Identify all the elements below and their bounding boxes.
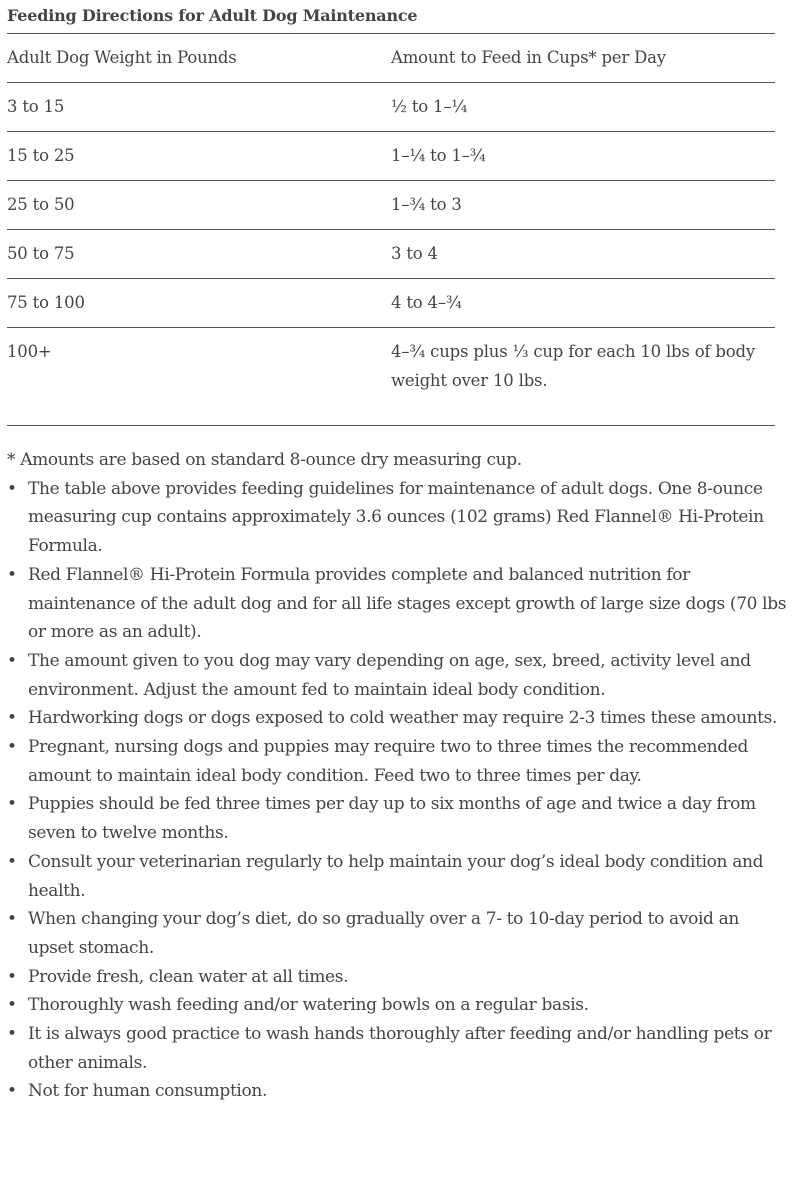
table-row-weight: 25 to 50 xyxy=(7,195,75,214)
divider xyxy=(7,82,775,83)
list-item: • The amount given to you dog may vary depending on age, sex, breed, activity level and environment. Adjust the amount fed to maintain ideal body condition. xyxy=(7,647,787,704)
list-item: • It is always good practice to wash hands thoroughly after feeding and/or handling pets or other animals. xyxy=(7,1020,787,1077)
table-row-weight: 15 to 25 xyxy=(7,146,75,165)
list-item: • Pregnant, nursing dogs and puppies may require two to three times the recommended amount to maintain ideal body condition. Feed two to three times per day. xyxy=(7,733,787,790)
divider xyxy=(7,131,775,132)
document-title: Feeding Directions for Adult Dog Maintenance xyxy=(7,6,418,25)
bullet-icon: • xyxy=(7,564,17,585)
table-row-amount: 1–¾ to 3 xyxy=(391,195,462,214)
divider xyxy=(7,278,775,279)
divider xyxy=(7,33,775,34)
table-row-weight: 100+ xyxy=(7,342,52,361)
bullet-icon: • xyxy=(7,650,17,671)
table-row-amount: 1–¼ to 1–¾ xyxy=(391,146,486,165)
divider xyxy=(7,229,775,230)
bullet-icon: • xyxy=(7,995,17,1016)
list-item: • Puppies should be fed three times per day up to six months of age and twice a day from seven to twelve months. xyxy=(7,790,787,847)
table-row-amount: 4 to 4–¾ xyxy=(391,293,462,312)
list-item: • The table above provides feeding guidelines for maintenance of adult dogs. One 8-ounce measuring cup contains approximately 3.6 ounces (102 grams) Red Flannel® Hi-Protein Formula. xyxy=(7,475,787,561)
bullet-icon: • xyxy=(7,966,17,987)
bullet-icon: • xyxy=(7,851,17,872)
list-item: • Thoroughly wash feeding and/or watering bowls on a regular basis. xyxy=(7,991,787,1020)
column-header-amount: Amount to Feed in Cups* per Day xyxy=(391,48,666,67)
divider xyxy=(7,180,775,181)
list-item: • Provide fresh, clean water at all times. xyxy=(7,963,787,992)
table-row-amount: 4–¾ cups plus ⅓ cup for each 10 lbs of body weight over 10 lbs. xyxy=(391,342,755,390)
list-item: • Hardworking dogs or dogs exposed to cold weather may require 2-3 times these amounts. xyxy=(7,704,787,733)
table-row-weight: 3 to 15 xyxy=(7,97,65,116)
bullet-icon: • xyxy=(7,708,17,729)
list-item: • When changing your dog’s diet, do so gradually over a 7- to 10-day period to avoid an upset stomach. xyxy=(7,905,787,962)
bullet-icon: • xyxy=(7,794,17,815)
bullet-icon: • xyxy=(7,1081,17,1102)
table-row-weight: 75 to 100 xyxy=(7,293,85,312)
feeding-notes xyxy=(7,446,787,1106)
list-item: • Not for human consumption. xyxy=(7,1077,787,1106)
table-row-amount: ½ to 1–¼ xyxy=(391,97,468,116)
column-header-weight: Adult Dog Weight in Pounds xyxy=(7,48,237,67)
bullet-icon: • xyxy=(7,478,17,499)
bullet-icon: • xyxy=(7,909,17,930)
table-row-weight: 50 to 75 xyxy=(7,244,75,263)
bullet-icon: • xyxy=(7,1024,17,1045)
divider xyxy=(7,425,775,426)
guidelines-list xyxy=(7,475,787,1106)
bullet-icon: • xyxy=(7,737,17,758)
divider xyxy=(7,327,775,328)
list-item: • Consult your veterinarian regularly to help maintain your dog’s ideal body condition and health. xyxy=(7,848,787,905)
list-item: • Red Flannel® Hi-Protein Formula provides complete and balanced nutrition for maintenance of the adult dog and for all life stages except growth of large size dogs (70 lbs or more as an adult). xyxy=(7,561,787,647)
footnote: * Amounts are based on standard 8-ounce dry measuring cup. xyxy=(7,450,522,470)
table-row-amount: 3 to 4 xyxy=(391,244,438,263)
